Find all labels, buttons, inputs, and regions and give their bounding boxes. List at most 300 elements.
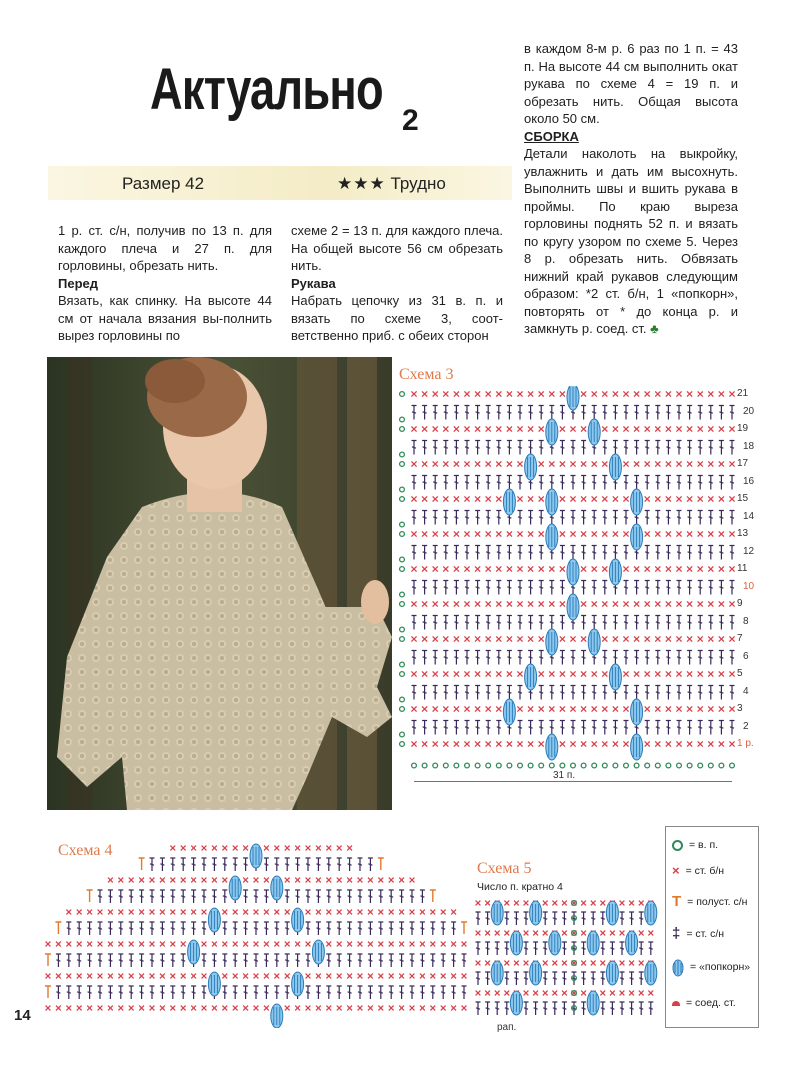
sc-mark bbox=[443, 391, 448, 396]
sc-mark bbox=[475, 496, 480, 501]
dc-mark bbox=[433, 511, 438, 525]
dc-mark bbox=[181, 922, 186, 935]
dc-mark bbox=[677, 546, 682, 560]
dc-mark bbox=[624, 616, 629, 630]
chain-mark bbox=[412, 763, 417, 768]
dc-mark bbox=[410, 922, 415, 935]
dc-mark bbox=[581, 441, 586, 455]
dc-mark bbox=[295, 858, 300, 871]
sc-mark bbox=[602, 496, 607, 501]
dc-mark bbox=[507, 406, 512, 420]
sc-mark bbox=[504, 901, 509, 906]
sc-mark bbox=[570, 671, 575, 676]
dc-mark bbox=[581, 616, 586, 630]
sc-mark bbox=[549, 706, 554, 711]
sc-mark bbox=[517, 496, 522, 501]
dc-mark bbox=[708, 686, 713, 700]
row-number: 4 bbox=[743, 685, 749, 697]
sc-mark bbox=[451, 974, 456, 979]
heading-assembly: СБОРКА bbox=[524, 128, 579, 144]
dc-mark bbox=[581, 476, 586, 490]
popcorn-mark bbox=[271, 876, 283, 900]
dc-mark bbox=[655, 721, 660, 735]
chain-mark bbox=[698, 763, 703, 768]
dc-mark bbox=[254, 890, 259, 903]
dc-mark bbox=[634, 441, 639, 455]
schema3-title: Схема 3 bbox=[399, 366, 454, 383]
popcorn-mark bbox=[626, 931, 638, 955]
sc-mark bbox=[602, 601, 607, 606]
sc-mark bbox=[613, 706, 618, 711]
dc-mark bbox=[465, 511, 470, 525]
dc-mark bbox=[306, 922, 311, 935]
dc-mark bbox=[222, 922, 227, 935]
dc-mark bbox=[592, 406, 597, 420]
legend-label: = полуст. с/н bbox=[687, 895, 748, 908]
dc-mark bbox=[666, 511, 671, 525]
sc-mark bbox=[655, 391, 660, 396]
dc-mark bbox=[306, 858, 311, 871]
sc-mark bbox=[496, 601, 501, 606]
sc-mark bbox=[160, 1006, 165, 1011]
sc-mark bbox=[233, 974, 238, 979]
dc-mark bbox=[514, 972, 519, 985]
dc-mark bbox=[420, 954, 425, 967]
sc-mark bbox=[150, 942, 155, 947]
sc-mark bbox=[687, 391, 692, 396]
popcorn-mark bbox=[546, 524, 558, 550]
dc-mark bbox=[562, 972, 567, 985]
sc-mark bbox=[623, 426, 628, 431]
dc-mark bbox=[592, 581, 597, 595]
dc-mark bbox=[518, 546, 523, 560]
sc-mark bbox=[77, 910, 82, 915]
dc-mark bbox=[475, 686, 480, 700]
dc-mark bbox=[666, 476, 671, 490]
sc-mark bbox=[602, 706, 607, 711]
sc-mark bbox=[666, 461, 671, 466]
sc-mark bbox=[560, 601, 565, 606]
sc-mark bbox=[422, 426, 427, 431]
sc-mark bbox=[507, 426, 512, 431]
sc-mark bbox=[552, 991, 557, 996]
sc-mark bbox=[517, 706, 522, 711]
sc-mark bbox=[422, 671, 427, 676]
chain-mark bbox=[645, 763, 650, 768]
chain-mark bbox=[602, 763, 607, 768]
sc-mark bbox=[533, 931, 538, 936]
sc-mark bbox=[98, 1006, 103, 1011]
dc-mark bbox=[222, 890, 227, 903]
sc-mark bbox=[495, 931, 500, 936]
dc-mark bbox=[486, 546, 491, 560]
sc-mark bbox=[295, 1006, 300, 1011]
sc-mark bbox=[560, 496, 565, 501]
sc-mark bbox=[645, 566, 650, 571]
sc-mark bbox=[655, 426, 660, 431]
dc-mark bbox=[170, 858, 175, 871]
row-number: 15 bbox=[737, 493, 749, 504]
sc-mark bbox=[560, 391, 565, 396]
dc-mark bbox=[465, 476, 470, 490]
sc-mark bbox=[411, 636, 416, 641]
sc-mark bbox=[454, 531, 459, 536]
dc-mark bbox=[486, 406, 491, 420]
sc-mark bbox=[581, 496, 586, 501]
sc-mark bbox=[528, 496, 533, 501]
dc-mark bbox=[454, 511, 459, 525]
sc-mark bbox=[441, 1006, 446, 1011]
sc-mark bbox=[560, 671, 565, 676]
sc-mark bbox=[454, 496, 459, 501]
sc-mark bbox=[602, 741, 607, 746]
chain-mark bbox=[400, 487, 405, 492]
sc-mark bbox=[485, 961, 490, 966]
dc-mark bbox=[422, 546, 427, 560]
popcorn-mark bbox=[609, 559, 621, 585]
dc-mark bbox=[719, 511, 724, 525]
dc-mark bbox=[645, 406, 650, 420]
dc-mark bbox=[496, 441, 501, 455]
sc-mark bbox=[602, 636, 607, 641]
dc-mark bbox=[698, 441, 703, 455]
dc-mark bbox=[476, 1002, 481, 1015]
sc-mark bbox=[191, 846, 196, 851]
sc-mark bbox=[581, 931, 586, 936]
sc-mark bbox=[108, 942, 113, 947]
dc-mark bbox=[98, 986, 103, 999]
sc-mark bbox=[243, 910, 248, 915]
sc-mark bbox=[613, 636, 618, 641]
dc-mark bbox=[399, 986, 404, 999]
sc-mark bbox=[306, 878, 311, 883]
sc-mark bbox=[666, 566, 671, 571]
dc-mark bbox=[571, 441, 576, 455]
sc-mark bbox=[389, 1006, 394, 1011]
sc-mark bbox=[399, 878, 404, 883]
chain-mark bbox=[539, 763, 544, 768]
popcorn-mark bbox=[546, 734, 558, 760]
sc-mark bbox=[56, 974, 61, 979]
dc-mark bbox=[591, 912, 596, 925]
sc-mark bbox=[524, 961, 529, 966]
sc-mark bbox=[150, 910, 155, 915]
sc-mark bbox=[552, 901, 557, 906]
popcorn-mark bbox=[631, 734, 643, 760]
dc-mark bbox=[581, 406, 586, 420]
dc-mark bbox=[581, 721, 586, 735]
sc-mark bbox=[212, 1006, 217, 1011]
dc-mark bbox=[518, 616, 523, 630]
chain-mark bbox=[496, 763, 501, 768]
dc-mark bbox=[708, 546, 713, 560]
sc-mark bbox=[422, 636, 427, 641]
sc-mark bbox=[620, 991, 625, 996]
dc-mark bbox=[560, 581, 565, 595]
sc-mark bbox=[160, 878, 165, 883]
dc-mark bbox=[708, 581, 713, 595]
sc-mark bbox=[528, 391, 533, 396]
dc-mark bbox=[677, 476, 682, 490]
sc-mark bbox=[610, 991, 615, 996]
sc-mark bbox=[708, 741, 713, 746]
dc-mark bbox=[274, 954, 279, 967]
dc-mark bbox=[465, 616, 470, 630]
sc-mark bbox=[422, 601, 427, 606]
schema5-repeat-label: рап. bbox=[497, 1022, 517, 1033]
sc-mark bbox=[129, 974, 134, 979]
sc-mark bbox=[202, 878, 207, 883]
chain-mark bbox=[400, 732, 405, 737]
sc-mark bbox=[645, 531, 650, 536]
dc-mark bbox=[66, 922, 71, 935]
sc-mark bbox=[602, 391, 607, 396]
dc-mark bbox=[412, 406, 417, 420]
sc-mark bbox=[507, 636, 512, 641]
sc-mark bbox=[475, 636, 480, 641]
dc-mark bbox=[730, 476, 735, 490]
dc-mark bbox=[507, 441, 512, 455]
sc-mark bbox=[274, 942, 279, 947]
sc-mark bbox=[486, 741, 491, 746]
sc-mark bbox=[634, 566, 639, 571]
row-number: 1 р. bbox=[737, 738, 754, 749]
sc-mark bbox=[462, 942, 467, 947]
dc-mark bbox=[698, 511, 703, 525]
sc-mark bbox=[410, 1006, 415, 1011]
sc-mark bbox=[687, 426, 692, 431]
title-number: 2 bbox=[402, 104, 419, 137]
sc-mark bbox=[150, 1006, 155, 1011]
sc-mark bbox=[56, 942, 61, 947]
sc-mark bbox=[539, 741, 544, 746]
dc-mark bbox=[571, 651, 576, 665]
sc-mark bbox=[306, 974, 311, 979]
sc-mark bbox=[66, 910, 71, 915]
dc-mark bbox=[533, 942, 538, 955]
sc-mark bbox=[316, 974, 321, 979]
dc-mark bbox=[507, 616, 512, 630]
sc-mark bbox=[645, 461, 650, 466]
sc-mark bbox=[517, 391, 522, 396]
dc-mark bbox=[422, 406, 427, 420]
sc-mark bbox=[285, 878, 290, 883]
sc-mark bbox=[222, 910, 227, 915]
row-number: 6 bbox=[743, 650, 749, 662]
sc-mark bbox=[274, 910, 279, 915]
sc-mark bbox=[623, 741, 628, 746]
dc-mark bbox=[677, 686, 682, 700]
sc-mark bbox=[623, 461, 628, 466]
sc-mark bbox=[655, 636, 660, 641]
sc-mark bbox=[592, 461, 597, 466]
sc-mark bbox=[422, 461, 427, 466]
dc-mark bbox=[528, 441, 533, 455]
sc-mark bbox=[118, 910, 123, 915]
sc-mark bbox=[613, 391, 618, 396]
dc-mark bbox=[655, 406, 660, 420]
sc-mark bbox=[676, 636, 681, 641]
sc-mark bbox=[719, 496, 724, 501]
sc-mark bbox=[454, 671, 459, 676]
sc-mark bbox=[539, 671, 544, 676]
sc-mark bbox=[475, 461, 480, 466]
dc-mark bbox=[600, 942, 605, 955]
sc-mark bbox=[539, 706, 544, 711]
dc-mark bbox=[412, 476, 417, 490]
sc-mark bbox=[698, 601, 703, 606]
sc-mark bbox=[347, 846, 352, 851]
dc-mark bbox=[454, 686, 459, 700]
sc-mark bbox=[639, 991, 644, 996]
sc-mark bbox=[441, 942, 446, 947]
dc-mark bbox=[485, 942, 490, 955]
schema5-chart bbox=[470, 893, 660, 1023]
dc-mark bbox=[98, 954, 103, 967]
sc-mark bbox=[191, 974, 196, 979]
dc-mark bbox=[560, 511, 565, 525]
dc-mark bbox=[562, 912, 567, 925]
hdc-mark bbox=[45, 986, 51, 998]
sc-mark bbox=[486, 566, 491, 571]
sc-mark bbox=[443, 461, 448, 466]
sc-mark bbox=[581, 636, 586, 641]
dc-mark bbox=[560, 546, 565, 560]
sc-mark bbox=[430, 942, 435, 947]
dc-mark bbox=[495, 1002, 500, 1015]
dc-mark bbox=[645, 686, 650, 700]
dc-mark bbox=[476, 972, 481, 985]
sc-mark bbox=[202, 942, 207, 947]
legend-label: = соед. ст. bbox=[686, 997, 736, 1009]
dc-mark bbox=[719, 721, 724, 735]
sc-mark bbox=[285, 910, 290, 915]
dc-mark bbox=[264, 954, 269, 967]
dc-mark bbox=[454, 581, 459, 595]
dc-mark bbox=[389, 986, 394, 999]
heading-sleeves: Рукава bbox=[291, 275, 336, 291]
sc-mark bbox=[562, 991, 567, 996]
sc-mark bbox=[368, 878, 373, 883]
dc-mark bbox=[610, 1002, 615, 1015]
sc-mark bbox=[243, 846, 248, 851]
sc-mark bbox=[507, 601, 512, 606]
dc-mark bbox=[378, 922, 383, 935]
dc-mark bbox=[602, 546, 607, 560]
dc-mark bbox=[639, 912, 644, 925]
dc-mark bbox=[420, 890, 425, 903]
dc-mark bbox=[451, 922, 456, 935]
dc-mark bbox=[443, 546, 448, 560]
sc-mark bbox=[316, 846, 321, 851]
sc-mark bbox=[170, 974, 175, 979]
dc-mark bbox=[602, 721, 607, 735]
sc-mark bbox=[443, 566, 448, 571]
dc-mark bbox=[539, 511, 544, 525]
sc-mark bbox=[629, 901, 634, 906]
chain-mark bbox=[719, 763, 724, 768]
sc-mark bbox=[411, 741, 416, 746]
hdc-mark bbox=[430, 890, 436, 902]
chain-mark bbox=[655, 763, 660, 768]
sc-mark bbox=[233, 846, 238, 851]
dc-mark bbox=[730, 651, 735, 665]
dc-mark bbox=[486, 616, 491, 630]
dc-mark bbox=[528, 651, 533, 665]
sc-mark bbox=[399, 942, 404, 947]
dc-mark bbox=[129, 890, 134, 903]
sc-mark bbox=[274, 974, 279, 979]
dc-mark bbox=[475, 441, 480, 455]
sc-mark bbox=[666, 741, 671, 746]
dc-mark bbox=[507, 476, 512, 490]
dc-mark bbox=[620, 912, 625, 925]
dc-mark bbox=[422, 686, 427, 700]
dc-mark bbox=[524, 972, 529, 985]
dc-mark bbox=[624, 651, 629, 665]
sc-mark bbox=[326, 1006, 331, 1011]
dc-mark bbox=[465, 651, 470, 665]
sc-mark bbox=[676, 741, 681, 746]
dc-mark bbox=[581, 546, 586, 560]
chain-mark bbox=[400, 707, 405, 712]
dc-mark bbox=[624, 686, 629, 700]
sc-mark bbox=[687, 741, 692, 746]
dc-mark bbox=[485, 1002, 490, 1015]
dc-mark bbox=[285, 890, 290, 903]
sc-mark bbox=[129, 910, 134, 915]
sc-mark bbox=[212, 846, 217, 851]
dc-mark bbox=[443, 511, 448, 525]
dc-mark bbox=[687, 406, 692, 420]
popcorn-mark bbox=[208, 972, 220, 996]
sc-mark bbox=[570, 706, 575, 711]
dc-mark bbox=[454, 546, 459, 560]
sc-mark bbox=[411, 706, 416, 711]
dc-mark bbox=[552, 1002, 557, 1015]
dc-mark bbox=[337, 858, 342, 871]
sc-mark bbox=[264, 878, 269, 883]
sc-mark bbox=[581, 741, 586, 746]
dc-mark bbox=[443, 616, 448, 630]
dc-mark bbox=[285, 922, 290, 935]
chain-mark bbox=[400, 637, 405, 642]
dc-mark bbox=[528, 581, 533, 595]
sc-mark bbox=[170, 878, 175, 883]
sc-mark bbox=[676, 671, 681, 676]
sc-mark bbox=[486, 531, 491, 536]
chain-mark bbox=[677, 763, 682, 768]
dc-mark bbox=[347, 890, 352, 903]
dc-mark bbox=[150, 954, 155, 967]
sc-mark bbox=[475, 391, 480, 396]
dc-mark bbox=[496, 476, 501, 490]
sc-mark bbox=[411, 426, 416, 431]
dc-mark bbox=[698, 721, 703, 735]
sc-mark bbox=[676, 391, 681, 396]
sc-mark bbox=[358, 1006, 363, 1011]
dc-mark bbox=[629, 972, 634, 985]
sc-mark bbox=[570, 426, 575, 431]
sc-mark bbox=[639, 931, 644, 936]
sc-mark bbox=[347, 910, 352, 915]
sc-mark bbox=[592, 391, 597, 396]
sc-mark bbox=[464, 566, 469, 571]
dc-mark bbox=[108, 954, 113, 967]
dc-mark bbox=[698, 686, 703, 700]
sc-mark bbox=[326, 974, 331, 979]
dc-mark bbox=[486, 476, 491, 490]
